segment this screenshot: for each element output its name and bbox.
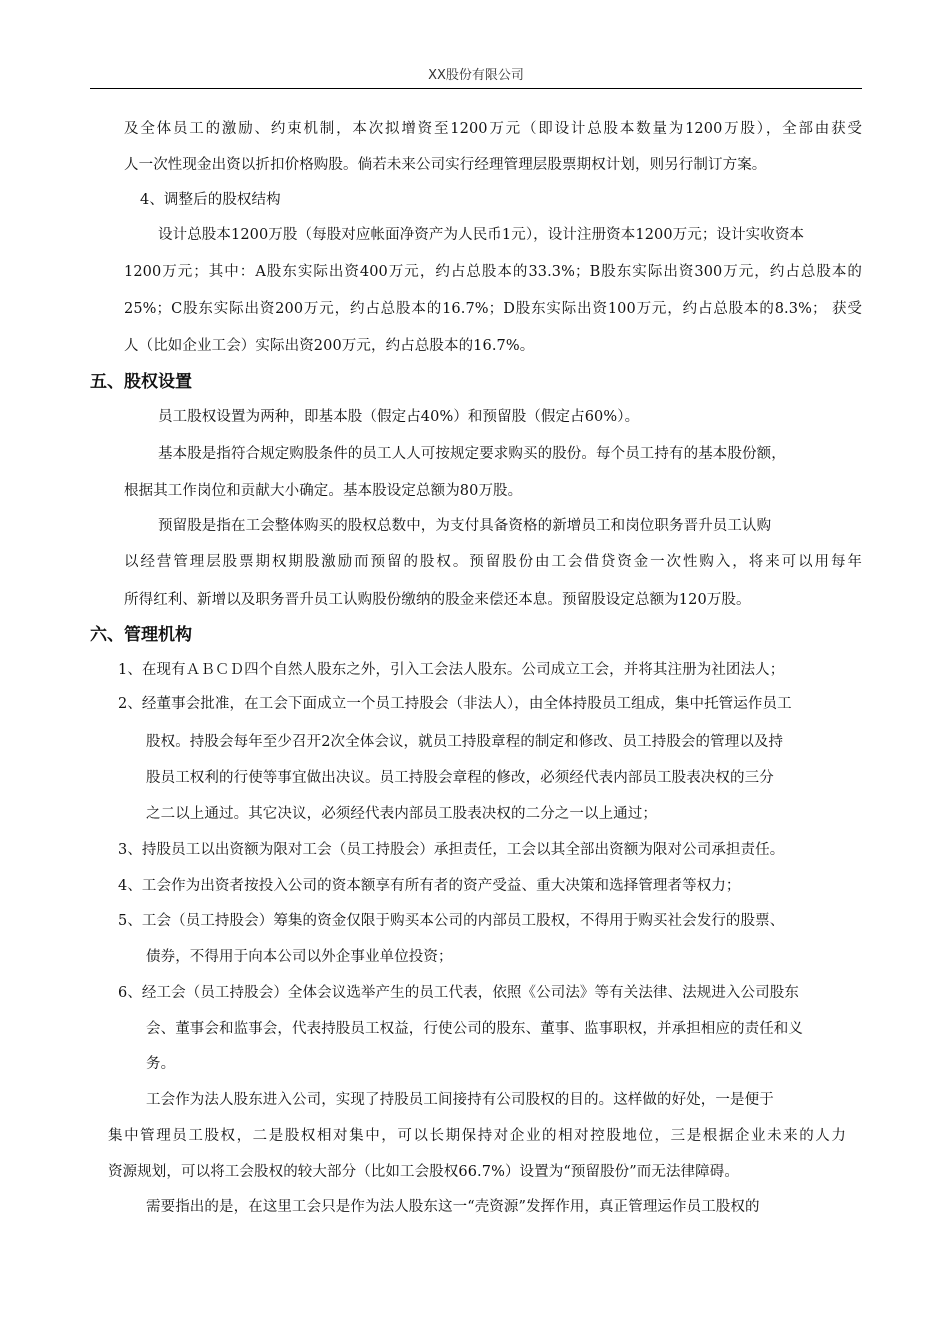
paragraph-line: 资源规划，可以将工会股权的较大部分（比如工会股权66.7%）设置为“预留股份”而无法律障碍。 [108,1164,739,1180]
paragraph-line: 以经营管理层股票期权期股激励而预留的股权。预留股份由工会借贷资金一次性购入，将来可以用每年 [124,554,862,570]
list-item: 4、工会作为出资者按投入公司的资本额享有所有者的资产受益、重大决策和选择管理者等权力； [118,878,741,894]
header-company-name: XX股份有限公司 [428,68,524,83]
list-item-continuation: 债券，不得用于向本公司以外企事业单位投资； [146,949,453,965]
paragraph-line: 工会作为法人股东进入公司，实现了持股员工间接持有公司股权的目的。这样做的好处，一是便于 [146,1092,774,1108]
list-item-continuation: 务。 [146,1056,176,1072]
paragraph-line: 人一次性现金出资以折扣价格购股。倘若未来公司实行经理管理层股票期权计划，则另行制订方案。 [124,157,767,173]
list-item-continuation: 会、董事会和监事会，代表持股员工权益，行使公司的股东、董事、监事职权，并承担相应的责任和义 [146,1021,803,1037]
list-item: 3、持股员工以出资额为限对工会（员工持股会）承担责任，工会以其全部出资额为限对公司承担责任。 [118,842,785,858]
list-item-continuation: 之二以上通过。其它决议，必须经代表内部员工股表决权的二分之一以上通过； [146,806,657,822]
section-heading: 五、股权设置 [90,372,192,392]
paragraph-line: 员工股权设置为两种，即基本股（假定占40%）和预留股（假定占60%）。 [158,409,640,425]
paragraph-line: 及全体员工的激励、约束机制，本次拟增资至1200万元（即设计总股本数量为1200万股），全部由获受 [124,121,862,137]
paragraph-line: 人（比如企业工会）实际出资200万元，约占总股本的16.7%。 [124,338,535,354]
paragraph-line: 集中管理员工股权，二是股权相对集中，可以长期保持对企业的相对控股地位，三是根据企业未来的人力 [108,1128,846,1144]
list-item-title: 4、调整后的股权结构 [140,192,281,208]
page-header [90,64,862,89]
paragraph-line: 预留股是指在工会整体购买的股权总数中，为支付具备资格的新增员工和岗位职务晋升员工认购 [158,518,772,534]
paragraph-line: 所得红利、新增以及职务晋升员工认购股份缴纳的股金来偿还本息。预留股设定总额为120万股。 [124,592,751,608]
paragraph-line: 设计总股本1200万股（每股对应帐面净资产为人民币1元），设计注册资本1200万元；设计实收资本 [158,227,805,243]
paragraph-line: 根据其工作岗位和贡献大小确定。基本股设定总额为80万股。 [124,483,523,499]
list-item: 6、经工会（员工持股会）全体会议选举产生的员工代表，依照《公司法》等有关法律、法规进入公司股东 [118,985,799,1001]
list-item-continuation: 股权。持股会每年至少召开2次全体会议，就员工持股章程的制定和修改、员工持股会的管理以及持 [146,734,784,750]
paragraph-line: 需要指出的是，在这里工会只是作为法人股东这一“壳资源”发挥作用，真正管理运作员工股权的 [146,1199,760,1215]
paragraph-line: 基本股是指符合规定购股条件的员工人人可按规定要求购买的股份。每个员工持有的基本股份额， [158,446,786,462]
list-item-continuation: 股员工权利的行使等事宜做出决议。员工持股会章程的修改，必须经代表内部员工股表决权的三分 [146,770,774,786]
list-item: 1、在现有ＡＢＣＤ四个自然人股东之外，引入工会法人股东。公司成立工会，并将其注册为社团法人； [118,662,785,678]
paragraph-line: 1200万元；其中：A股东实际出资400万元，约占总股本的33.3%；B股东实际出资300万元，约占总股本的 [124,264,862,280]
paragraph-line: 25%；C股东实际出资200万元，约占总股本的16.7%；D股东实际出资100万元，约占总股本的8.3%； 获受 [124,301,862,317]
list-item: 5、工会（员工持股会）筹集的资金仅限于购买本公司的内部员工股权，不得用于购买社会发行的股票、 [118,913,785,929]
list-item: 2、经董事会批准，在工会下面成立一个员工持股会（非法人），由全体持股员工组成，集中托管运作员工 [118,696,792,712]
section-heading: 六、管理机构 [90,625,192,645]
